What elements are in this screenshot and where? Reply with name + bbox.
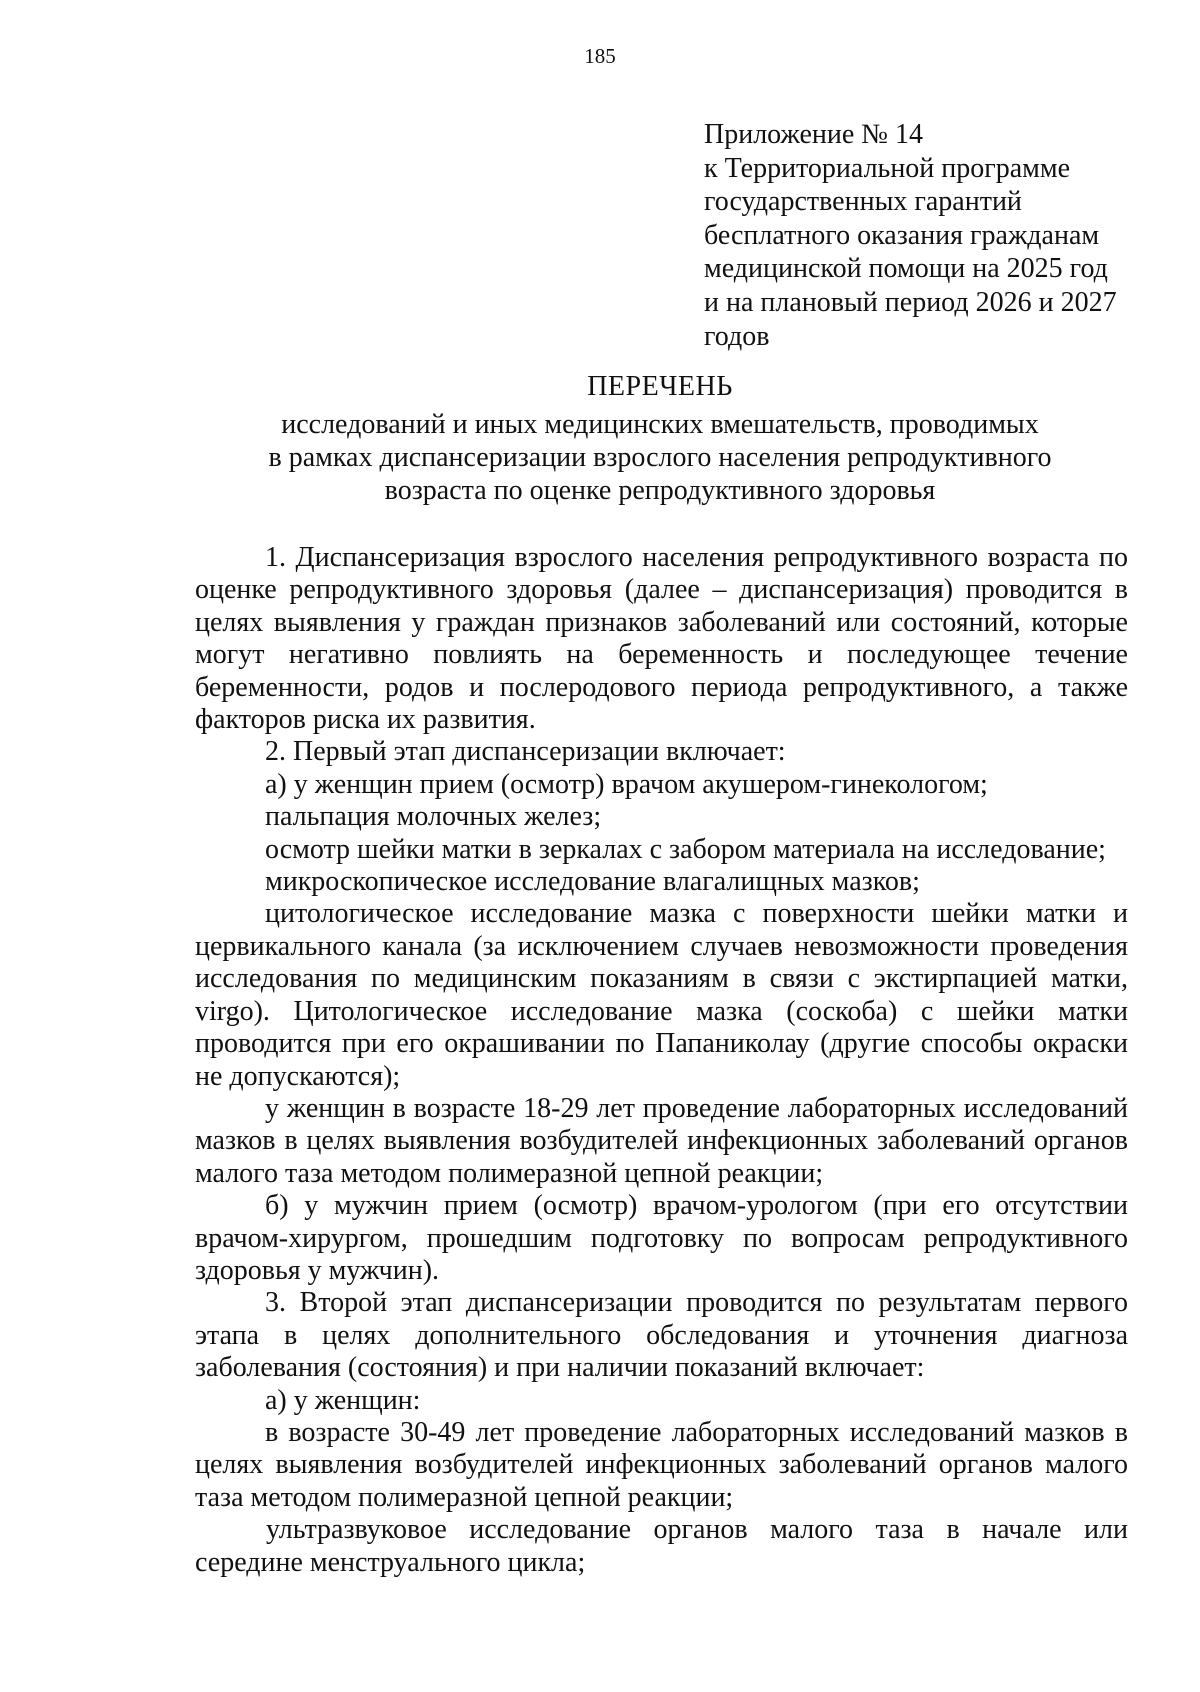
appendix-line: Приложение № 14	[704, 119, 923, 150]
paragraph: ультразвуковое исследование органов малого таза в начале или середине менструального цикла;	[195, 1514, 1128, 1578]
appendix-line: к Территориальной программе	[704, 152, 1071, 184]
appendix-line: и на плановый период 2026 и 2027	[704, 286, 1117, 318]
document-heading	[195, 370, 1125, 507]
paragraph: у женщин в возрасте 18-29 лет проведение лабораторных исследований мазков в целях выявления возбудителей инфекционных заболеваний органов малого таза методом полимеразной цепной реакции;	[195, 1092, 1128, 1189]
paragraph: микроскопическое исследование влагалищных мазков;	[265, 866, 920, 898]
paragraph: цитологическое исследование мазка с поверхности шейки матки и цервикального канала (за исключением случаев невозможности проведения исследования по медицинским показаниям в связи с экстирпацией матки, virgo). Цитологическое исследование мазка (соскоба) с шейки матки проводится при его окрашивании по Папаниколау (другие способы окраски не допускаются);	[195, 898, 1128, 1092]
heading-title: ПЕРЕЧЕНЬ	[587, 371, 733, 402]
paragraph: осмотр шейки матки в зеркалах с забором материала на исследование;	[265, 833, 1106, 865]
appendix-line: бесплатного оказания гражданам	[704, 219, 1100, 251]
appendix-line: годов	[704, 320, 770, 352]
paragraph: б) у мужчин прием (осмотр) врачом-урологом (при его отсутствии врачом-хирургом, прошедшим подготовку по вопросам репродуктивного здоровья у мужчин).	[195, 1190, 1128, 1286]
appendix-line: государственных гарантий	[704, 186, 1022, 218]
paragraph: пальпация молочных желез;	[265, 801, 602, 833]
appendix-block	[704, 118, 1164, 353]
heading-subtitle-line: исследований и иных медицинских вмешательств, проводимых	[281, 409, 1039, 440]
paragraph: в возрасте 30-49 лет проведение лабораторных исследований мазков в целях выявления возбудителей инфекционных заболеваний органов малого таза методом полимеразной цепной реакции;	[195, 1416, 1128, 1513]
paragraph: а) у женщин:	[265, 1384, 421, 1416]
paragraph: 2. Первый этап диспансеризации включает:	[265, 736, 786, 768]
page-number: 185	[584, 44, 616, 68]
document-body	[195, 542, 1128, 1579]
paragraph: а) у женщин прием (осмотр) врачом акушером-гинекологом;	[265, 768, 988, 800]
paragraph: 3. Второй этап диспансеризации проводится по результатам первого этапа в целях дополнительного обследования и уточнения диагноза заболевания (состояния) и при наличии показаний включает:	[195, 1287, 1128, 1384]
heading-subtitle-line: в рамках диспансеризации взрослого населения репродуктивного	[268, 442, 1052, 473]
appendix-line: медицинской помощи на 2025 год	[704, 253, 1108, 285]
heading-subtitle-line: возраста по оценке репродуктивного здоровья	[384, 475, 936, 506]
paragraph: 1. Диспансеризация взрослого населения репродуктивного возраста по оценке репродуктивного здоровья (далее – диспансеризация) проводится в целях выявления у граждан признаков заболеваний или состояний, которые могут негативно повлиять на беременность и последующее течение беременности, родов и послеродового периода репродуктивного, а также факторов риска их развития.	[195, 542, 1128, 736]
